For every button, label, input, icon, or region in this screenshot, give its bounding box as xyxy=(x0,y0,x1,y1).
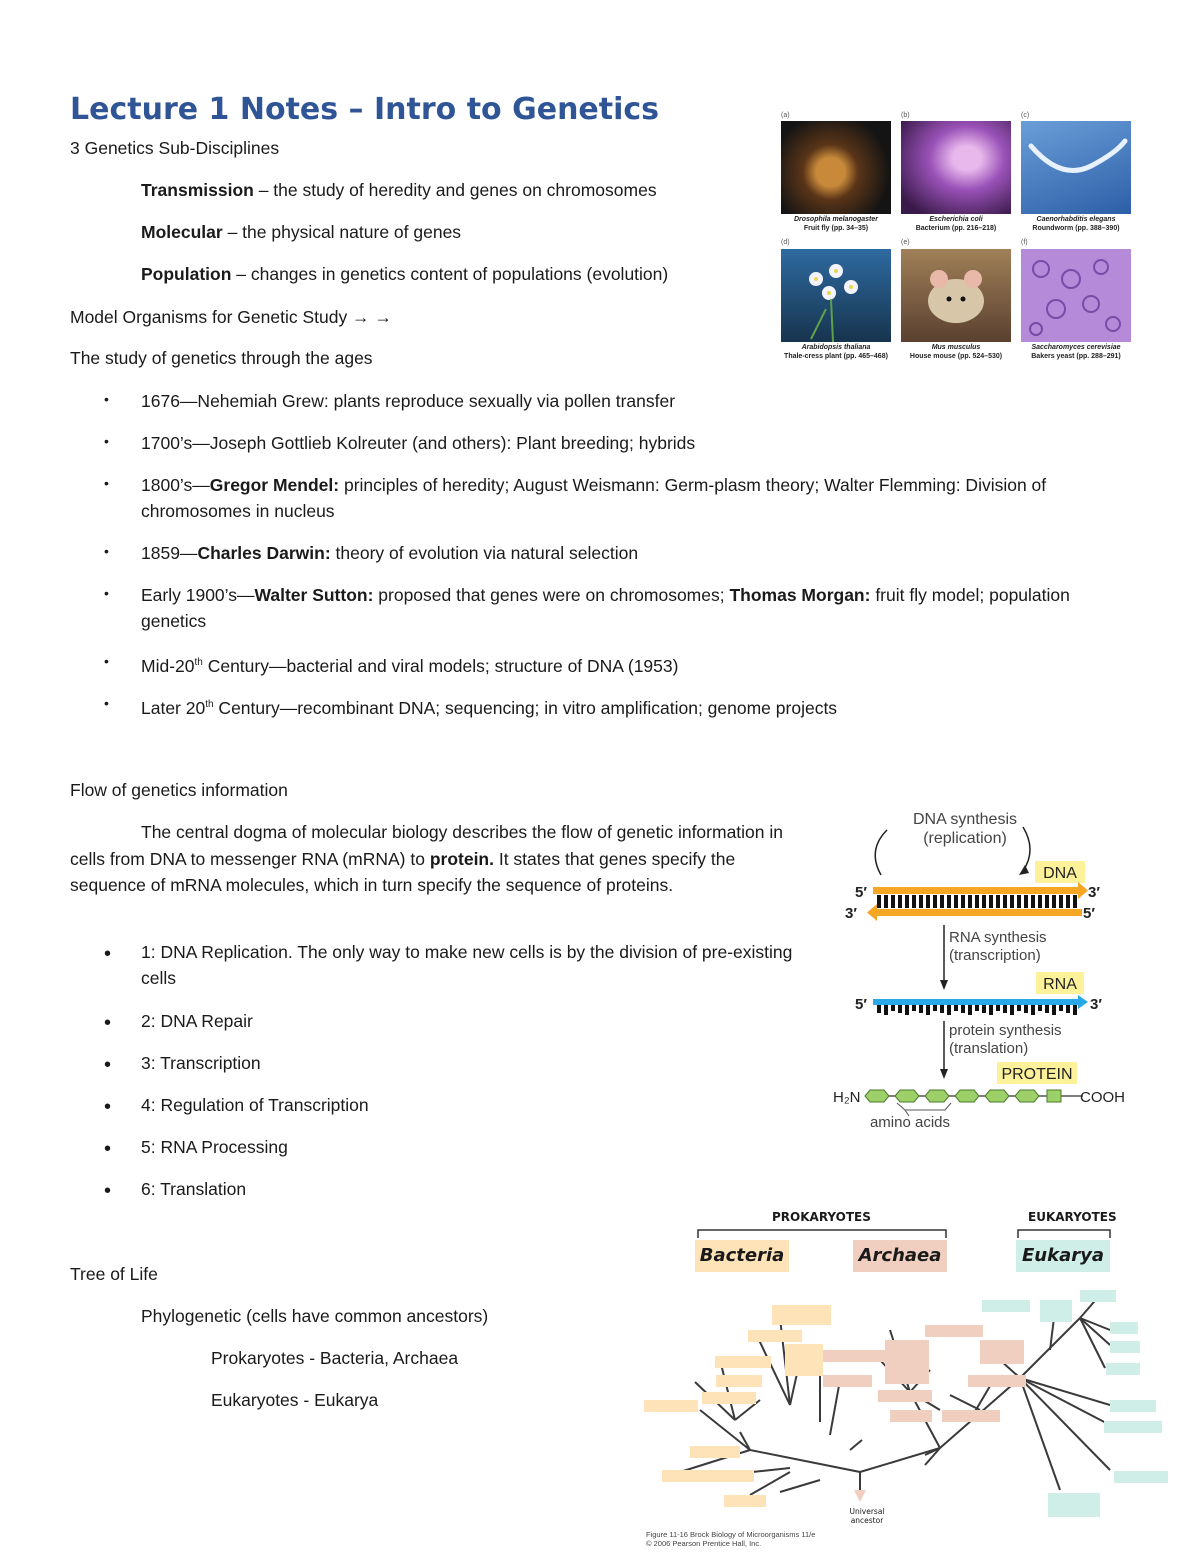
base-pair xyxy=(989,895,993,908)
rna-base xyxy=(954,1005,958,1011)
bullet-icon: • xyxy=(104,543,109,559)
base-pair xyxy=(877,895,881,908)
base-pair xyxy=(968,895,972,908)
figure-caption: Figure 11-16 Brock Biology of Microorganisms 11/e © 2006 Pearson Prentice Hall, Inc. xyxy=(646,1530,816,1548)
rna-strand xyxy=(873,999,1078,1005)
base-pair xyxy=(1031,895,1035,908)
rna-base xyxy=(968,1005,972,1015)
arrow-head xyxy=(1078,995,1088,1009)
mouse-shape xyxy=(901,249,1011,342)
page-title: Lecture 1 Notes – Intro to Genetics xyxy=(70,92,660,127)
leaf-label xyxy=(968,1375,1026,1387)
rna-base xyxy=(975,1005,979,1011)
history-item: 1859—Charles Darwin: theory of evolution via natural selection xyxy=(141,543,639,563)
panel-letter: (f) xyxy=(1021,239,1028,246)
protein-label: PROTEIN xyxy=(1001,1066,1073,1083)
bullet-icon: • xyxy=(104,1096,112,1118)
house-mouse-image xyxy=(901,249,1011,342)
eukaryotes-bracket xyxy=(1018,1230,1110,1238)
base-pair xyxy=(1017,895,1021,908)
leaf-label xyxy=(662,1470,754,1482)
base-pair xyxy=(919,895,923,908)
base-pair xyxy=(961,895,965,908)
arrow-head xyxy=(940,1069,948,1079)
base-pair xyxy=(1003,895,1007,908)
panel-caption: Caenorhabditis elegans Roundworm (pp. 388–390) xyxy=(1032,216,1120,232)
arrow-head xyxy=(1078,882,1088,899)
history-item: 1700’s—Joseph Gottlieb Kolreuter (and others): Plant breeding; hybrids xyxy=(141,433,696,453)
amino-terminus-label: H₂N xyxy=(833,1089,861,1106)
ages-heading: The study of genetics through the ages xyxy=(70,348,373,368)
base-pair xyxy=(975,895,979,908)
rna-bases xyxy=(877,1005,1077,1015)
panel-caption: Arabidopsis thaliana Thale-cress plant (pp. 465–468) xyxy=(784,344,888,360)
arrow-head xyxy=(940,980,948,990)
rna-base xyxy=(1066,1005,1070,1013)
rna-base xyxy=(884,1005,888,1015)
yeast-image xyxy=(1021,249,1131,342)
bullet-icon: • xyxy=(104,653,109,669)
eukaryotes-header: EUKARYOTES xyxy=(1028,1210,1117,1224)
base-pair xyxy=(1066,895,1070,908)
history-item: 1676—Nehemiah Grew: plants reproduce sexually via pollen transfer xyxy=(141,391,676,411)
panel-caption: Saccharomyces cerevisiae Bakers yeast (pp. 288–291) xyxy=(1031,344,1121,360)
bullet-icon: • xyxy=(104,433,109,449)
amino-acid-bead xyxy=(1015,1090,1039,1102)
subdiscipline-transmission: Transmission – the study of heredity and genes on chromosomes xyxy=(141,180,657,200)
base-pair xyxy=(982,895,986,908)
five-prime-label: 5′ xyxy=(855,996,867,1013)
three-prime-label: 3′ xyxy=(1088,884,1100,901)
flow-step: 1: DNA Replication. The only way to make new cells is by the division of pre-existing cells xyxy=(141,942,793,988)
leaf-label xyxy=(885,1340,929,1384)
subdisciplines-heading: 3 Genetics Sub-Disciplines xyxy=(70,138,280,158)
five-prime-label: 5′ xyxy=(1083,905,1095,922)
transcription-label-line1: RNA synthesis xyxy=(949,929,1047,946)
panel-letter: (b) xyxy=(901,112,910,119)
central-dogma-diagram xyxy=(825,805,1135,1135)
leaf-label xyxy=(925,1325,983,1337)
rna-base xyxy=(940,1005,944,1013)
leaf-label xyxy=(702,1392,756,1404)
base-pair xyxy=(926,895,930,908)
base-pair xyxy=(996,895,1000,908)
panel-letter: (d) xyxy=(781,239,790,246)
yeast-cells xyxy=(1021,249,1131,342)
leaf-label xyxy=(1106,1363,1140,1375)
leaf-label xyxy=(1048,1493,1100,1517)
bullet-icon: • xyxy=(104,1180,112,1202)
base-pair xyxy=(905,895,909,908)
bacteria-box: Bacteria xyxy=(695,1240,789,1272)
replication-label-line1: DNA synthesis xyxy=(912,811,1018,828)
fruit-fly-image xyxy=(781,121,891,214)
leaf-label xyxy=(890,1410,932,1422)
rna-base xyxy=(1038,1005,1042,1011)
base-pair xyxy=(940,895,944,908)
subdiscipline-molecular: Molecular – the physical nature of genes xyxy=(141,222,462,242)
rna-base xyxy=(989,1005,993,1015)
leaf-label xyxy=(772,1305,831,1325)
base-pair xyxy=(891,895,895,908)
base-pair xyxy=(912,895,916,908)
bullet-icon: • xyxy=(104,695,109,711)
leaf-label xyxy=(980,1340,1024,1364)
tree-eukaryotes: Eukaryotes - Eukarya xyxy=(211,1390,379,1410)
prokaryotes-header: PROKARYOTES xyxy=(772,1210,871,1224)
leaf-label xyxy=(724,1495,766,1507)
arrow-head xyxy=(867,904,877,921)
bullet-icon: • xyxy=(104,585,109,601)
leaf-label xyxy=(785,1344,823,1376)
five-prime-label: 5′ xyxy=(855,884,867,901)
flower-shape xyxy=(781,249,891,342)
root-marker xyxy=(854,1490,866,1502)
rna-label: RNA xyxy=(1043,976,1077,993)
rna-base xyxy=(1010,1005,1014,1015)
flow-step: 3: Transcription xyxy=(141,1053,261,1073)
leaf-label xyxy=(878,1390,932,1402)
transcription-label-line2: (transcription) xyxy=(949,947,1041,964)
panel-caption: Escherichia coli Bacterium (pp. 216–218) xyxy=(915,216,997,232)
tree-prokaryotes: Prokaryotes - Bacteria, Archaea xyxy=(211,1348,459,1368)
rna-base xyxy=(1045,1005,1049,1013)
subdiscipline-population: Population – changes in genetics content of populations (evolution) xyxy=(141,264,669,284)
base-pair xyxy=(1038,895,1042,908)
dna-top-strand xyxy=(873,887,1078,894)
flow-step: 2: DNA Repair xyxy=(141,1011,253,1031)
dna-bottom-strand xyxy=(877,909,1082,916)
base-pair xyxy=(1059,895,1063,908)
amino-acid-bead xyxy=(925,1090,949,1102)
rna-base xyxy=(996,1005,1000,1011)
rna-base xyxy=(926,1005,930,1015)
leaf-label xyxy=(942,1410,1000,1422)
dna-label: DNA xyxy=(1043,865,1077,882)
prokaryotes-bracket xyxy=(698,1230,946,1238)
rna-base xyxy=(919,1005,923,1013)
history-item: 1800’s—Gregor Mendel: principles of heredity; August Weismann: Germ-plasm theory; Walter Flemming: Division of chromosomes in nucleus xyxy=(141,475,1047,521)
rna-base xyxy=(1052,1005,1056,1015)
panel-letter: (e) xyxy=(901,239,910,246)
rna-base xyxy=(1024,1005,1028,1013)
base-pair xyxy=(933,895,937,908)
amino-acid-bead xyxy=(955,1090,979,1102)
base-pair xyxy=(1024,895,1028,908)
base-pair xyxy=(898,895,902,908)
flow-heading: Flow of genetics information xyxy=(70,780,288,800)
leaf-label xyxy=(748,1330,802,1342)
base-pair xyxy=(1010,895,1014,908)
amino-acids-label: amino acids xyxy=(869,1114,951,1131)
three-prime-label: 3′ xyxy=(1090,996,1102,1013)
translation-label-line2: (translation) xyxy=(949,1040,1029,1057)
bullet-icon: • xyxy=(104,943,112,965)
rna-base xyxy=(898,1005,902,1013)
leaf-label xyxy=(1040,1300,1072,1322)
carboxyl-terminus-label: COOH xyxy=(1080,1089,1125,1106)
worm-shape xyxy=(1021,121,1131,214)
bullet-icon: • xyxy=(104,391,109,407)
e-coli-image xyxy=(901,121,1011,214)
leaf-label xyxy=(823,1375,872,1387)
rna-base xyxy=(982,1005,986,1013)
bullet-icon: • xyxy=(104,1012,112,1034)
universal-ancestor-label: Universal ancestor xyxy=(849,1507,885,1525)
tree-of-life-figure xyxy=(640,1210,1180,1553)
three-prime-label: 3′ xyxy=(845,905,857,922)
roundworm-image xyxy=(1021,121,1131,214)
dna-base-pairs xyxy=(877,895,1077,908)
base-pair xyxy=(1073,895,1077,908)
bullet-icon: • xyxy=(104,1054,112,1076)
tree-phylogenetic: Phylogenetic (cells have common ancestors) xyxy=(141,1306,489,1326)
arrow-head xyxy=(1019,865,1029,875)
bullet-icon: • xyxy=(104,475,109,491)
rna-base xyxy=(1059,1005,1063,1011)
model-organisms-line: Model Organisms for Genetic Study → → xyxy=(70,307,392,327)
leaf-label xyxy=(1114,1471,1168,1483)
replication-arrow-right xyxy=(1023,827,1030,871)
leaf-label xyxy=(715,1356,771,1368)
history-item: Early 1900’s—Walter Sutton: proposed that genes were on chromosomes; Thomas Morgan: fruit fly model; population genetics xyxy=(141,585,1070,631)
eukarya-box: Eukarya xyxy=(1016,1240,1110,1272)
rna-base xyxy=(947,1005,951,1015)
base-pair xyxy=(1045,895,1049,908)
panel-caption: Drosophila melanogaster Fruit fly (pp. 34–35) xyxy=(793,216,879,232)
leaf-label xyxy=(1104,1421,1162,1433)
flow-step: 4: Regulation of Transcription xyxy=(141,1095,369,1115)
leaf-label xyxy=(716,1375,762,1387)
central-dogma-paragraph: The central dogma of molecular biology describes the flow of genetic information in cells from DNA to messenger RNA (mRNA) to protein. It states that genes specify the sequence of mRNA molecules, which in turn specify the sequence of proteins. xyxy=(70,822,784,895)
flow-step: 5: RNA Processing xyxy=(141,1137,288,1157)
rna-base xyxy=(1031,1005,1035,1015)
leaf-label xyxy=(690,1446,740,1458)
leaf-label xyxy=(1110,1400,1156,1412)
model-organisms-figure xyxy=(778,112,1138,397)
base-pair xyxy=(884,895,888,908)
amino-acid-chain xyxy=(865,1090,1061,1102)
leaf-label xyxy=(823,1350,887,1362)
amino-acid-bead xyxy=(895,1090,919,1102)
rna-base xyxy=(961,1005,965,1013)
replication-arrow-left xyxy=(875,830,887,875)
archaea-box: Archaea xyxy=(853,1240,947,1272)
base-pair xyxy=(1052,895,1056,908)
rna-base xyxy=(877,1005,881,1013)
history-item: Mid-20th Century—bacterial and viral models; structure of DNA (1953) xyxy=(141,655,679,676)
leaf-label xyxy=(982,1300,1030,1312)
translation-label-line1: protein synthesis xyxy=(949,1022,1062,1039)
base-pair xyxy=(947,895,951,908)
tree-heading: Tree of Life xyxy=(70,1264,158,1284)
flow-step: 6: Translation xyxy=(141,1179,247,1199)
replication-label-line2: (replication) xyxy=(923,830,1007,847)
panel-letter: (a) xyxy=(781,112,790,119)
rna-base xyxy=(1073,1005,1077,1015)
rna-base xyxy=(891,1005,895,1011)
thale-cress-image xyxy=(781,249,891,342)
amino-acid-bead xyxy=(1047,1090,1061,1102)
rna-base xyxy=(905,1005,909,1015)
base-pair xyxy=(954,895,958,908)
leaf-label xyxy=(1110,1322,1138,1334)
history-item: Later 20th Century—recombinant DNA; sequencing; in vitro amplification; genome projects xyxy=(141,697,838,718)
rna-base xyxy=(1003,1005,1007,1013)
leaf-label xyxy=(1080,1290,1116,1302)
rna-base xyxy=(1017,1005,1021,1011)
leaf-label xyxy=(1110,1341,1140,1353)
panel-caption: Mus musculus House mouse (pp. 524–530) xyxy=(909,344,1003,360)
amino-acid-bead xyxy=(865,1090,889,1102)
rna-base xyxy=(933,1005,937,1011)
bullet-icon: • xyxy=(104,1138,112,1160)
panel-letter: (c) xyxy=(1021,112,1030,119)
rna-base xyxy=(912,1005,916,1011)
leaf-label xyxy=(644,1400,698,1412)
amino-acid-bead xyxy=(985,1090,1009,1102)
